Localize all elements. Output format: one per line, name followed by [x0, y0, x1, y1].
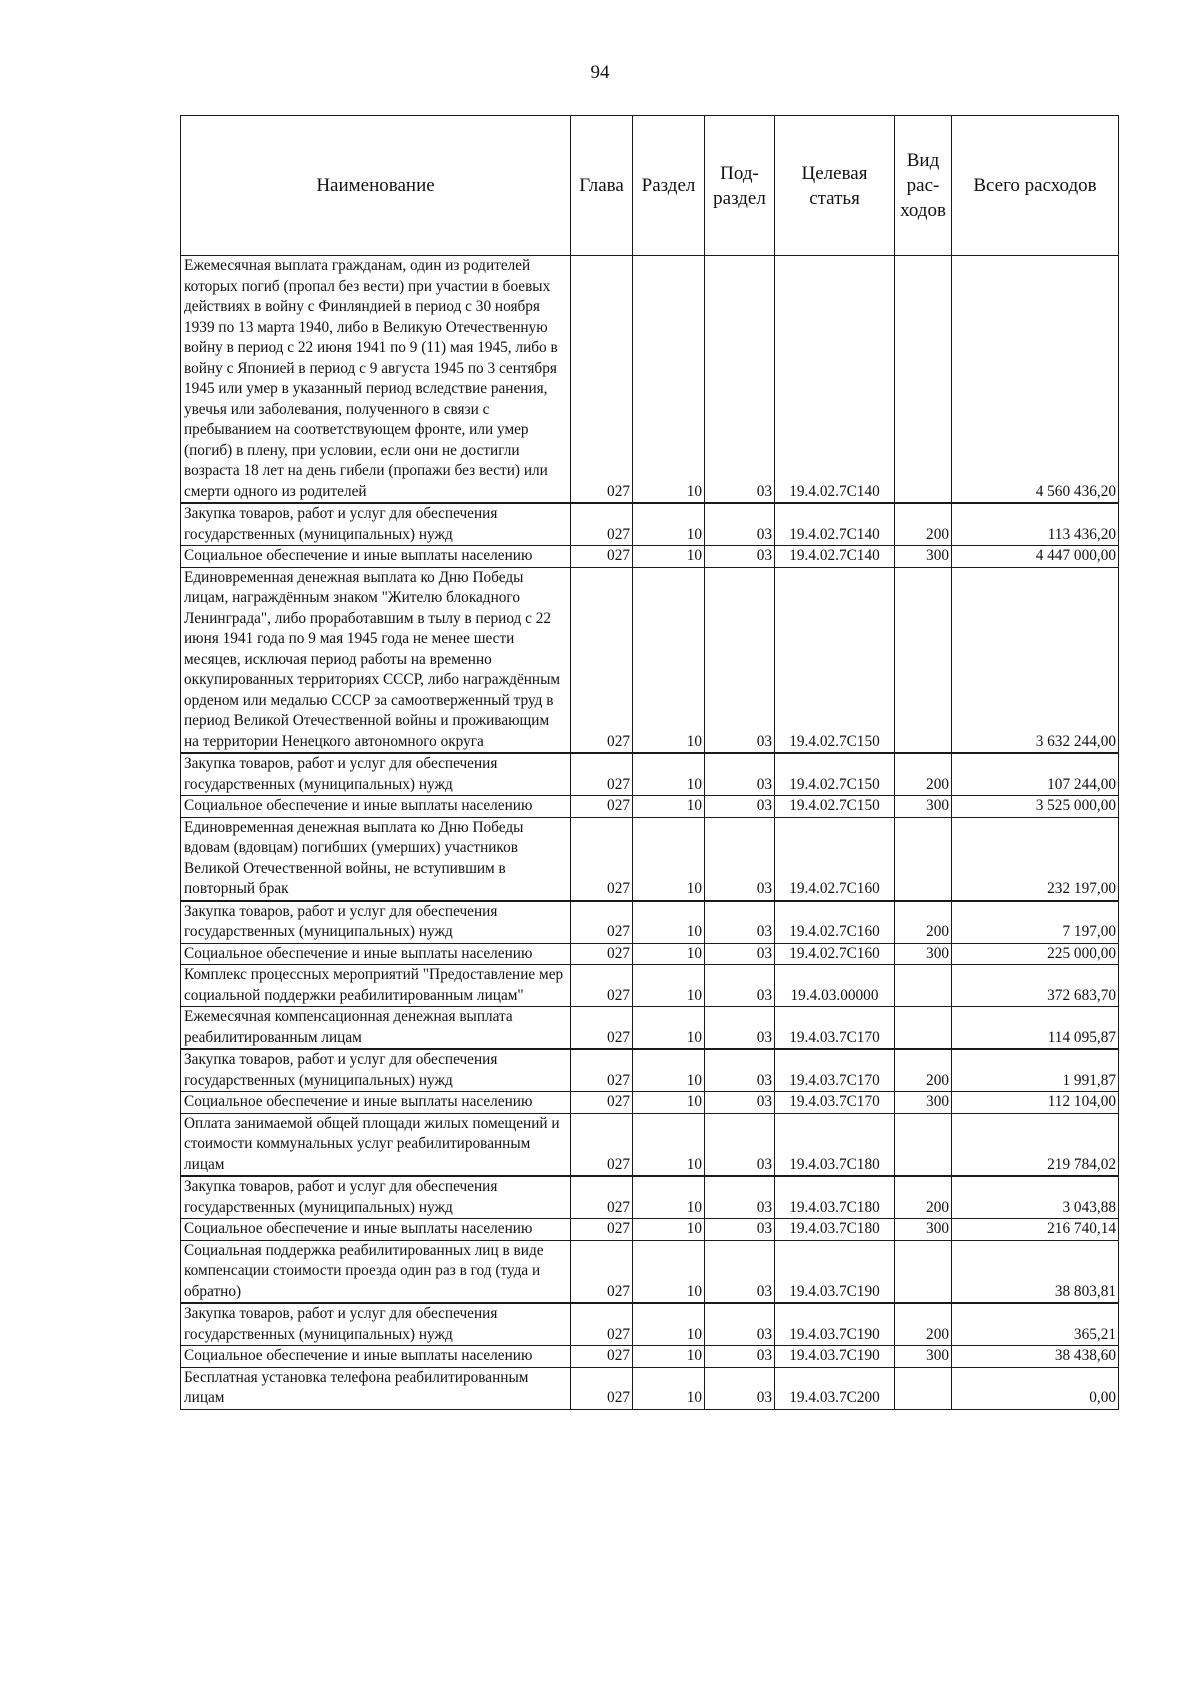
cell-section: 10: [633, 943, 705, 965]
cell-expense-type: [895, 256, 952, 504]
cell-expense-type: 300: [895, 1092, 952, 1114]
cell-name: Ежемесячная выплата гражданам, один из родителей которых погиб (пропал без вести) при участии в боевых действиях в войну с Финляндией в период с 30 ноября 1939 по 13 марта 1940, либо в Великую Отечественную войну в период с 22 июня 1941 по 9 (11) мая 1945, либо в войну с Японией в период с 9 августа 1945 по 3 сентября 1945 или умер в указанный период вследствие ранения, увечья или заболевания, полученного в связи с пребыванием на соответствующем фронте, или умер (погиб) в плену, при условии, если они не достигли возраста 18 лет на день гибели (пропажи без вести) или смерти одного из родителей: [181, 256, 571, 504]
cell-subsection: 03: [705, 796, 775, 818]
cell-section: 10: [633, 1346, 705, 1368]
cell-section: 10: [633, 1176, 705, 1219]
cell-subsection: 03: [705, 1007, 775, 1050]
cell-subsection: 03: [705, 817, 775, 901]
table-row: [181, 503, 1119, 546]
cell-subsection: 03: [705, 943, 775, 965]
table-row: [181, 567, 1119, 753]
cell-subsection: 03: [705, 503, 775, 546]
cell-total: 3 632 244,00: [952, 567, 1119, 753]
table-row: [181, 1219, 1119, 1241]
header-expense-type: Вид рас- ходов: [895, 116, 952, 256]
cell-name: Закупка товаров, работ и услуг для обеспечения государственных (муниципальных) нужд: [181, 1049, 571, 1092]
table-row: [181, 753, 1119, 796]
cell-total: 372 683,70: [952, 965, 1119, 1007]
table-row: [181, 546, 1119, 568]
cell-target-article: 19.4.02.7С160: [775, 901, 895, 944]
cell-chapter: 027: [571, 796, 633, 818]
cell-section: 10: [633, 1303, 705, 1346]
cell-name: Социальное обеспечение и иные выплаты населению: [181, 796, 571, 818]
cell-section: 10: [633, 1240, 705, 1303]
cell-chapter: 027: [571, 1176, 633, 1219]
cell-name: Социальное обеспечение и иные выплаты населению: [181, 1219, 571, 1241]
cell-section: 10: [633, 965, 705, 1007]
cell-total: 7 197,00: [952, 901, 1119, 944]
cell-expense-type: 200: [895, 1303, 952, 1346]
cell-expense-type: [895, 567, 952, 753]
cell-subsection: 03: [705, 753, 775, 796]
cell-target-article: 19.4.02.7С150: [775, 753, 895, 796]
cell-section: 10: [633, 1113, 705, 1176]
cell-name: Ежемесячная компенсационная денежная выплата реабилитированным лицам: [181, 1007, 571, 1050]
cell-expense-type: [895, 817, 952, 901]
cell-section: 10: [633, 1092, 705, 1114]
cell-subsection: 03: [705, 546, 775, 568]
table-row: [181, 901, 1119, 944]
cell-name: Социальное обеспечение и иные выплаты населению: [181, 546, 571, 568]
table-row: [181, 1092, 1119, 1114]
cell-section: 10: [633, 503, 705, 546]
cell-subsection: 03: [705, 901, 775, 944]
cell-target-article: 19.4.03.7С170: [775, 1049, 895, 1092]
cell-target-article: 19.4.02.7С140: [775, 546, 895, 568]
cell-name: Бесплатная установка телефона реабилитированным лицам: [181, 1367, 571, 1409]
cell-name: Социальное обеспечение и иные выплаты населению: [181, 943, 571, 965]
cell-chapter: 027: [571, 943, 633, 965]
cell-total: 112 104,00: [952, 1092, 1119, 1114]
table-row: [181, 796, 1119, 818]
cell-target-article: 19.4.03.7С170: [775, 1092, 895, 1114]
cell-chapter: 027: [571, 1303, 633, 1346]
cell-target-article: 19.4.02.7С160: [775, 943, 895, 965]
cell-section: 10: [633, 256, 705, 504]
cell-expense-type: 300: [895, 943, 952, 965]
cell-target-article: 19.4.02.7С160: [775, 817, 895, 901]
page-number: 94: [590, 62, 610, 83]
cell-name: Закупка товаров, работ и услуг для обеспечения государственных (муниципальных) нужд: [181, 1303, 571, 1346]
cell-name: Единовременная денежная выплата ко Дню Победы вдовам (вдовцам) погибших (умерших) участников Великой Отечественной войны, не вступившим в повторный брак: [181, 817, 571, 901]
header-chapter: Глава: [571, 116, 633, 256]
table-row: [181, 943, 1119, 965]
table-row: [181, 1049, 1119, 1092]
cell-expense-type: 300: [895, 546, 952, 568]
cell-total: 216 740,14: [952, 1219, 1119, 1241]
cell-expense-type: [895, 1240, 952, 1303]
cell-total: 107 244,00: [952, 753, 1119, 796]
table-row: [181, 1007, 1119, 1050]
cell-total: 3 525 000,00: [952, 796, 1119, 818]
cell-total: 232 197,00: [952, 817, 1119, 901]
cell-total: 225 000,00: [952, 943, 1119, 965]
budget-table: [180, 115, 1119, 1410]
cell-target-article: 19.4.02.7С150: [775, 796, 895, 818]
cell-subsection: 03: [705, 1113, 775, 1176]
cell-section: 10: [633, 1049, 705, 1092]
cell-total: 1 991,87: [952, 1049, 1119, 1092]
cell-expense-type: 200: [895, 503, 952, 546]
cell-expense-type: 200: [895, 901, 952, 944]
cell-subsection: 03: [705, 256, 775, 504]
cell-subsection: 03: [705, 1346, 775, 1368]
cell-expense-type: [895, 1007, 952, 1050]
cell-chapter: 027: [571, 1346, 633, 1368]
header-target-article: Целевая статья: [775, 116, 895, 256]
cell-expense-type: 300: [895, 1219, 952, 1241]
cell-subsection: 03: [705, 567, 775, 753]
table-row: [181, 256, 1119, 504]
cell-target-article: 19.4.03.7С180: [775, 1219, 895, 1241]
cell-chapter: 027: [571, 1113, 633, 1176]
cell-total: 38 438,60: [952, 1346, 1119, 1368]
cell-section: 10: [633, 796, 705, 818]
cell-subsection: 03: [705, 965, 775, 1007]
cell-total: 365,21: [952, 1303, 1119, 1346]
cell-chapter: 027: [571, 1092, 633, 1114]
cell-name: Социальное обеспечение и иные выплаты населению: [181, 1092, 571, 1114]
cell-expense-type: [895, 1367, 952, 1409]
cell-name: Социальная поддержка реабилитированных лиц в виде компенсации стоимости проезда один раз в год (туда и обратно): [181, 1240, 571, 1303]
cell-chapter: 027: [571, 256, 633, 504]
cell-target-article: 19.4.03.00000: [775, 965, 895, 1007]
cell-expense-type: 200: [895, 753, 952, 796]
table-header: [181, 116, 1119, 256]
cell-subsection: 03: [705, 1092, 775, 1114]
header-section: Раздел: [633, 116, 705, 256]
cell-subsection: 03: [705, 1240, 775, 1303]
header-subsection: Под- раздел: [705, 116, 775, 256]
cell-chapter: 027: [571, 567, 633, 753]
cell-target-article: 19.4.03.7С190: [775, 1303, 895, 1346]
cell-chapter: 027: [571, 817, 633, 901]
cell-total: 114 095,87: [952, 1007, 1119, 1050]
cell-total: 4 560 436,20: [952, 256, 1119, 504]
cell-name: Комплекс процессных мероприятий "Предоставление мер социальной поддержки реабилитированным лицам": [181, 965, 571, 1007]
cell-target-article: 19.4.02.7С140: [775, 256, 895, 504]
table-row: [181, 1367, 1119, 1409]
cell-section: 10: [633, 546, 705, 568]
cell-target-article: 19.4.03.7С180: [775, 1176, 895, 1219]
cell-total: 38 803,81: [952, 1240, 1119, 1303]
cell-target-article: 19.4.03.7С190: [775, 1346, 895, 1368]
cell-expense-type: 200: [895, 1176, 952, 1219]
table-row: [181, 1113, 1119, 1176]
cell-chapter: 027: [571, 901, 633, 944]
cell-section: 10: [633, 817, 705, 901]
cell-name: Закупка товаров, работ и услуг для обеспечения государственных (муниципальных) нужд: [181, 1176, 571, 1219]
header-total: Всего расходов: [952, 116, 1119, 256]
cell-chapter: 027: [571, 1219, 633, 1241]
cell-section: 10: [633, 1367, 705, 1409]
cell-target-article: 19.4.02.7С140: [775, 503, 895, 546]
cell-chapter: 027: [571, 1240, 633, 1303]
cell-total: 3 043,88: [952, 1176, 1119, 1219]
cell-expense-type: [895, 965, 952, 1007]
cell-subsection: 03: [705, 1219, 775, 1241]
cell-total: 113 436,20: [952, 503, 1119, 546]
cell-subsection: 03: [705, 1176, 775, 1219]
cell-name: Закупка товаров, работ и услуг для обеспечения государственных (муниципальных) нужд: [181, 503, 571, 546]
table-row: [181, 1346, 1119, 1368]
header-name: Наименование: [181, 116, 571, 256]
cell-target-article: 19.4.03.7С170: [775, 1007, 895, 1050]
cell-chapter: 027: [571, 503, 633, 546]
cell-expense-type: [895, 1113, 952, 1176]
table-row: [181, 817, 1119, 901]
cell-subsection: 03: [705, 1367, 775, 1409]
cell-expense-type: 200: [895, 1049, 952, 1092]
cell-total: 219 784,02: [952, 1113, 1119, 1176]
cell-name: Закупка товаров, работ и услуг для обеспечения государственных (муниципальных) нужд: [181, 901, 571, 944]
cell-target-article: 19.4.03.7С180: [775, 1113, 895, 1176]
cell-chapter: 027: [571, 1049, 633, 1092]
cell-name: Закупка товаров, работ и услуг для обеспечения государственных (муниципальных) нужд: [181, 753, 571, 796]
cell-name: Оплата занимаемой общей площади жилых помещений и стоимости коммунальных услуг реабилитированным лицам: [181, 1113, 571, 1176]
cell-section: 10: [633, 753, 705, 796]
cell-target-article: 19.4.02.7С150: [775, 567, 895, 753]
cell-total: 0,00: [952, 1367, 1119, 1409]
cell-subsection: 03: [705, 1303, 775, 1346]
header-row: [181, 116, 1119, 256]
cell-section: 10: [633, 1219, 705, 1241]
cell-target-article: 19.4.03.7С200: [775, 1367, 895, 1409]
cell-expense-type: 300: [895, 796, 952, 818]
table-row: [181, 965, 1119, 1007]
cell-chapter: 027: [571, 753, 633, 796]
table-row: [181, 1240, 1119, 1303]
table-body: [181, 256, 1119, 1410]
cell-total: 4 447 000,00: [952, 546, 1119, 568]
cell-expense-type: 300: [895, 1346, 952, 1368]
table-row: [181, 1303, 1119, 1346]
table-row: [181, 1176, 1119, 1219]
cell-chapter: 027: [571, 1367, 633, 1409]
cell-subsection: 03: [705, 1049, 775, 1092]
cell-section: 10: [633, 567, 705, 753]
cell-name: Социальное обеспечение и иные выплаты населению: [181, 1346, 571, 1368]
cell-target-article: 19.4.03.7С190: [775, 1240, 895, 1303]
cell-chapter: 027: [571, 546, 633, 568]
cell-chapter: 027: [571, 1007, 633, 1050]
cell-chapter: 027: [571, 965, 633, 1007]
cell-name: Единовременная денежная выплата ко Дню Победы лицам, награждённым знаком "Жителю блокадного Ленинграда", либо проработавшим в тылу в период с 22 июня 1941 года по 9 мая 1945 года не менее шести месяцев, исключая период работы на временно оккупированных территориях СССР, либо награждённым орденом или медалью СССР за самоотверженный труд в период Великой Отечественной войны и проживающим на территории Ненецкого автономного округа: [181, 567, 571, 753]
cell-section: 10: [633, 901, 705, 944]
cell-section: 10: [633, 1007, 705, 1050]
